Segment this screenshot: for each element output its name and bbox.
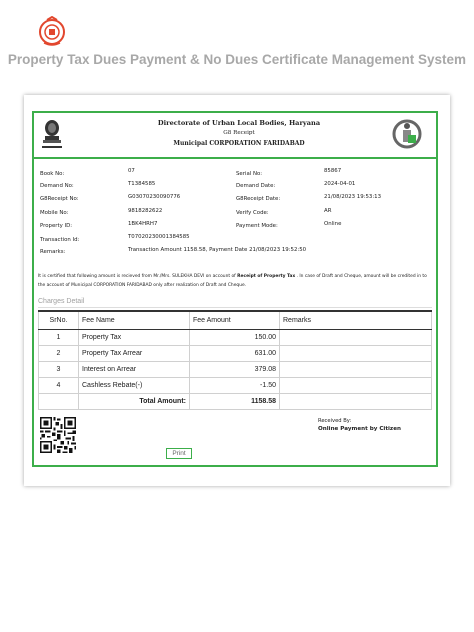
certification-text: It is certified that following amount is recieved from Mr./Mrs. SULEKHA DEVI on account of Receipt of Property Tax . In case of Draft and Cheque, amount will be credited in to the account of Municipal CORPORATION FARIDABAD only after realization of Draft and Cheque. [38, 274, 427, 288]
national-emblem-icon [40, 119, 64, 151]
table-row: 4 Cashless Rebate(-) -1.50 [39, 378, 432, 394]
g8-receipt [32, 111, 438, 467]
demand-date-value: 2024-04-01 [324, 181, 356, 187]
remarks-value: Transaction Amount 1158.58, Payment Date 21/08/2023 19:52:50 [128, 247, 307, 253]
demand-no-label: Demand No: [40, 183, 74, 189]
charges-detail-title: Charges Detail [38, 298, 85, 305]
remarks-label: Remarks: [40, 249, 66, 255]
mobile-no-value: 9818282622 [128, 208, 163, 214]
receipt-header [34, 113, 436, 159]
g8receipt-date-value: 21/08/2023 19:53:13 [324, 194, 381, 200]
demand-date-label: Demand Date: [236, 183, 276, 189]
received-by-label: Received By: [318, 418, 352, 424]
total-amount-value: 1158.58 [190, 394, 280, 410]
col-fee-name: Fee Name [79, 311, 190, 330]
g8receipt-date-label: G8Receipt Date: [236, 196, 281, 202]
demand-no-value: T1384585 [128, 181, 156, 187]
total-row [39, 394, 432, 410]
verify-code-label: Verify Code: [236, 210, 269, 216]
table-row: 1 Property Tax 150.00 [39, 330, 432, 346]
table-row: 2 Property Tax Arrear 631.00 [39, 346, 432, 362]
verify-code-value: AR [324, 208, 332, 214]
total-amount-label: Total Amount: [79, 394, 190, 410]
transaction-id-label: Transaction Id: [40, 237, 80, 243]
serial-no-label: Serial No: [236, 171, 263, 177]
property-id-label: Property ID: [40, 223, 73, 229]
divider [38, 307, 432, 308]
table-row: 3 Interest on Arrear 379.08 [39, 362, 432, 378]
table-header-row [39, 311, 432, 330]
payment-mode-value: Online [324, 221, 342, 227]
page-title: Property Tax Dues Payment & No Dues Certificate Management System [7, 52, 467, 67]
payment-mode-label: Payment Mode: [236, 223, 278, 229]
receipt-card [24, 95, 450, 486]
department-name: Directorate of Urban Local Bodies, Haryana [157, 119, 321, 127]
col-srno: SrNo. [39, 311, 79, 330]
g8receipt-no-value: G03070230090776 [128, 194, 181, 200]
ulb-logo-icon [392, 119, 422, 149]
book-no-value: 07 [128, 168, 135, 174]
transaction-id-value: T07020230001384585 [128, 234, 190, 240]
col-remarks: Remarks [280, 311, 432, 330]
received-by-value: Online Payment by Citizen [318, 426, 401, 432]
g8receipt-no-label: G8Receipt No: [40, 196, 79, 202]
col-fee-amount: Fee Amount [190, 311, 280, 330]
qr-code-icon [40, 417, 76, 453]
serial-no-value: 85867 [324, 168, 342, 174]
haryana-logo-icon [38, 16, 66, 48]
corporation-name: Municipal CORPORATION FARIDABAD [173, 140, 305, 147]
property-id-value: 1BK4HRH7 [128, 221, 158, 227]
book-no-label: Book No: [40, 171, 65, 177]
print-button[interactable]: Print [166, 448, 192, 459]
mobile-no-label: Mobile No: [40, 210, 69, 216]
receipt-type: G8 Receipt [223, 130, 255, 136]
charges-table [38, 310, 432, 410]
